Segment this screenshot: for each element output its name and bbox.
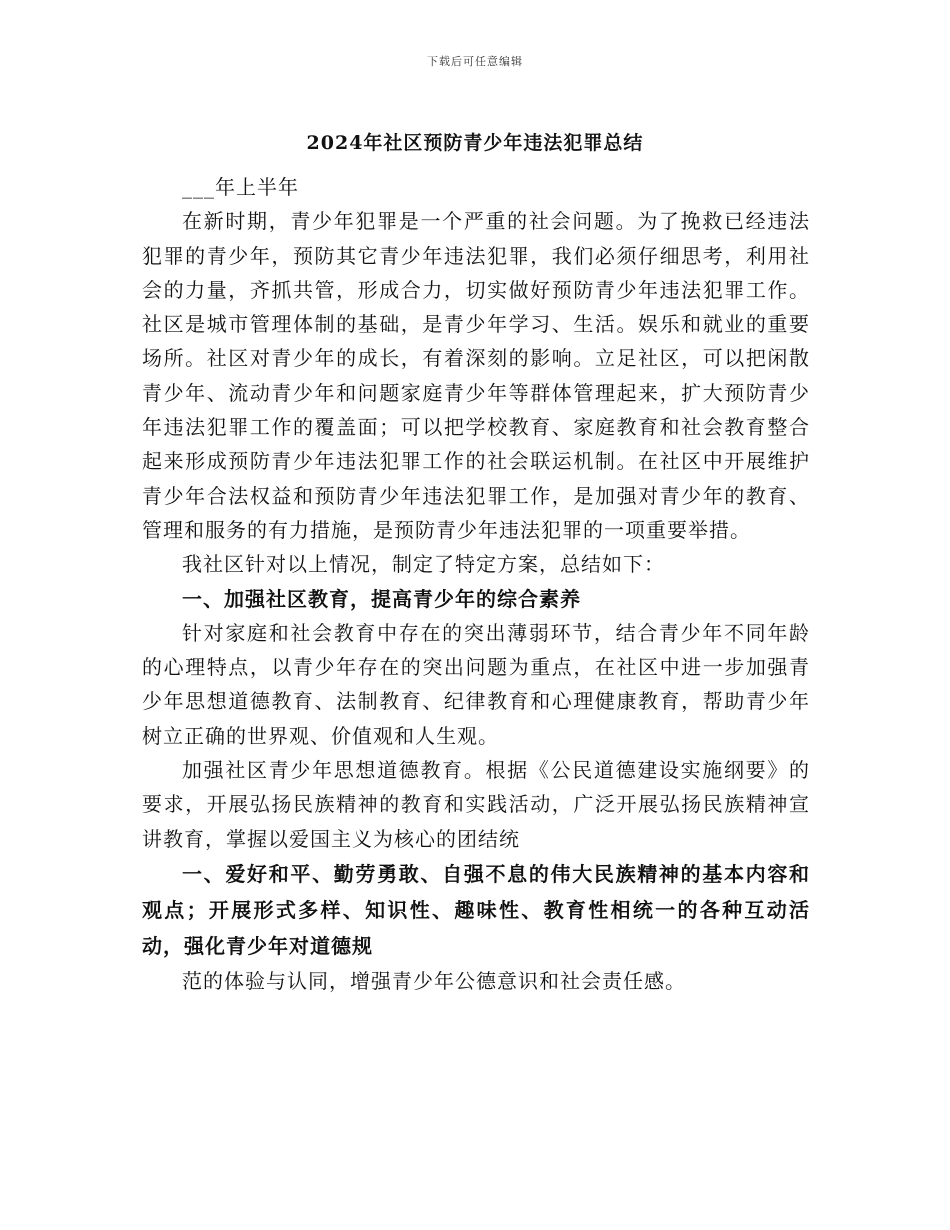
paragraph-period: ___年上半年	[182, 175, 299, 199]
paragraph-moral-education: 加强社区青少年思想道德教育。根据《公民道德建设实施纲要》的要求，开展弘扬民族精神的教育和实践活动，广泛开展弘扬民族精神宣讲教育，掌握以爱国主义为核心的团结统	[142, 758, 810, 851]
paragraph-bold-spirit: 一、爱好和平、勤劳勇敢、自强不息的伟大民族精神的基本内容和观点；开展形式多样、知识性、趣味性、教育性相统一的各种互动活动，强化青少年对道德规	[142, 861, 810, 958]
paragraph-summary-lead: 我社区针对以上情况，制定了特定方案，总结如下：	[182, 552, 665, 577]
section-heading-1: 一、加强社区教育，提高青少年的综合素养	[182, 586, 581, 611]
page-header-note: 下载后可任意编辑	[427, 55, 523, 68]
paragraph-closing: 范的体验与认同，增强青少年公德意识和社会责任感。	[182, 968, 686, 993]
document-title: 2024年社区预防青少年违法犯罪总结	[306, 132, 644, 154]
paragraph-section-1: 针对家庭和社会教育中存在的突出薄弱环节，结合青少年不同年龄的心理特点，以青少年存在的突出问题为重点，在社区中进一步加强青少年思想道德教育、法制教育、纪律教育和心理健康教育，帮助青少年树立正确的世界观、价值观和人生观。	[142, 620, 810, 748]
document-body	[142, 170, 810, 998]
paragraph-intro: 在新时期，青少年犯罪是一个严重的社会问题。为了挽救已经违法犯罪的青少年，预防其它青少年违法犯罪，我们必须仔细思考，利用社会的力量，齐抓共管，形成合力，切实做好预防青少年违法犯罪工作。社区是城市管理体制的基础，是青少年学习、生活。娱乐和就业的重要场所。社区对青少年的成长，有着深刻的影响。立足社区，可以把闲散青少年、流动青少年和问题家庭青少年等群体管理起来，扩大预防青少年违法犯罪工作的覆盖面；可以把学校教育、家庭教育和社会教育整合起来形成预防青少年违法犯罪工作的社会联运机制。在社区中开展维护青少年合法权益和预防青少年违法犯罪工作，是加强对青少年的教育、管理和服务的有力措施，是预防青少年违法犯罪的一项重要举措。	[142, 209, 810, 542]
